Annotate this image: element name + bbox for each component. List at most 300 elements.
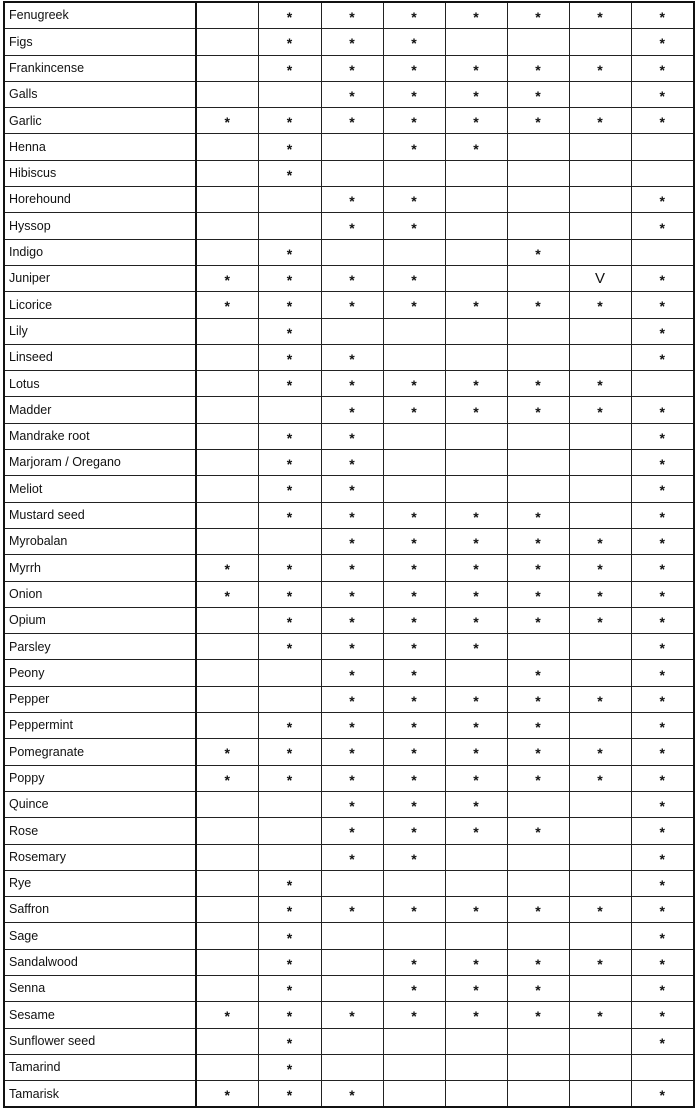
empty-cell	[321, 1054, 383, 1080]
asterisk-mark-cell: *	[445, 686, 507, 712]
table-row	[4, 476, 694, 502]
asterisk-mark-cell: *	[569, 897, 631, 923]
empty-cell	[196, 2, 258, 29]
asterisk-mark-cell: *	[383, 765, 445, 791]
table-row	[4, 292, 694, 318]
empty-cell	[258, 844, 321, 870]
asterisk-mark-cell: *	[258, 476, 321, 502]
asterisk-mark-cell: *	[507, 765, 569, 791]
asterisk-mark-cell: *	[569, 528, 631, 554]
asterisk-mark-cell: *	[321, 555, 383, 581]
asterisk-mark-cell: *	[631, 975, 694, 1001]
herb-name-cell: Fenugreek	[4, 2, 196, 29]
asterisk-mark-cell: *	[321, 55, 383, 81]
asterisk-mark-cell: *	[631, 844, 694, 870]
empty-cell	[507, 450, 569, 476]
empty-cell	[258, 818, 321, 844]
asterisk-mark-cell: *	[507, 739, 569, 765]
asterisk-mark-cell: *	[507, 713, 569, 739]
empty-cell	[569, 450, 631, 476]
asterisk-mark-cell: *	[321, 423, 383, 449]
table-row	[4, 634, 694, 660]
asterisk-mark-cell: *	[569, 607, 631, 633]
empty-cell	[321, 923, 383, 949]
asterisk-mark-cell: *	[631, 423, 694, 449]
asterisk-mark-cell: *	[383, 949, 445, 975]
herb-name-cell: Henna	[4, 134, 196, 160]
empty-cell	[507, 187, 569, 213]
empty-cell	[569, 134, 631, 160]
empty-cell	[196, 476, 258, 502]
herb-name-cell: Peppermint	[4, 713, 196, 739]
asterisk-mark-cell: *	[321, 528, 383, 554]
asterisk-mark-cell: *	[569, 2, 631, 29]
asterisk-mark-cell: *	[445, 791, 507, 817]
empty-cell	[445, 1081, 507, 1108]
asterisk-mark-cell: *	[631, 528, 694, 554]
asterisk-mark-cell: *	[321, 686, 383, 712]
asterisk-mark-cell: *	[507, 897, 569, 923]
asterisk-mark-cell: *	[445, 949, 507, 975]
empty-cell	[569, 791, 631, 817]
asterisk-mark-cell: *	[631, 897, 694, 923]
asterisk-mark-cell: *	[631, 923, 694, 949]
asterisk-mark-cell: *	[321, 581, 383, 607]
empty-cell	[383, 1028, 445, 1054]
empty-cell	[196, 897, 258, 923]
empty-cell	[445, 265, 507, 291]
empty-cell	[196, 607, 258, 633]
empty-cell	[569, 713, 631, 739]
empty-cell	[507, 791, 569, 817]
asterisk-mark-cell: *	[383, 975, 445, 1001]
asterisk-mark-cell: *	[258, 29, 321, 55]
asterisk-mark-cell: *	[507, 239, 569, 265]
empty-cell	[631, 160, 694, 186]
asterisk-mark-cell: *	[569, 397, 631, 423]
asterisk-mark-cell: *	[383, 660, 445, 686]
table-row	[4, 371, 694, 397]
asterisk-mark-cell: *	[631, 108, 694, 134]
empty-cell	[196, 528, 258, 554]
asterisk-mark-cell: *	[631, 2, 694, 29]
herb-name-cell: Madder	[4, 397, 196, 423]
asterisk-mark-cell: *	[258, 239, 321, 265]
asterisk-mark-cell: *	[445, 55, 507, 81]
empty-cell	[569, 213, 631, 239]
empty-cell	[383, 423, 445, 449]
empty-cell	[569, 923, 631, 949]
herb-usage-table	[3, 1, 695, 1108]
asterisk-mark-cell: *	[196, 1002, 258, 1028]
asterisk-mark-cell: *	[507, 502, 569, 528]
asterisk-mark-cell: *	[321, 2, 383, 29]
asterisk-mark-cell: *	[507, 1002, 569, 1028]
herb-name-cell: Meliot	[4, 476, 196, 502]
asterisk-mark-cell: *	[383, 55, 445, 81]
asterisk-mark-cell: *	[383, 791, 445, 817]
table-row	[4, 791, 694, 817]
empty-cell	[258, 660, 321, 686]
herb-name-cell: Sandalwood	[4, 949, 196, 975]
asterisk-mark-cell: *	[631, 765, 694, 791]
empty-cell	[383, 1054, 445, 1080]
empty-cell	[569, 844, 631, 870]
herb-name-cell: Pepper	[4, 686, 196, 712]
asterisk-mark-cell: *	[507, 818, 569, 844]
asterisk-mark-cell: *	[196, 555, 258, 581]
empty-cell	[383, 318, 445, 344]
asterisk-mark-cell: *	[383, 29, 445, 55]
asterisk-mark-cell: *	[258, 265, 321, 291]
asterisk-mark-cell: *	[258, 108, 321, 134]
asterisk-mark-cell: *	[631, 187, 694, 213]
empty-cell	[445, 344, 507, 370]
empty-cell	[383, 870, 445, 896]
asterisk-mark-cell: *	[383, 108, 445, 134]
asterisk-mark-cell: *	[631, 292, 694, 318]
empty-cell	[196, 818, 258, 844]
asterisk-mark-cell: *	[321, 292, 383, 318]
asterisk-mark-cell: *	[258, 160, 321, 186]
asterisk-mark-cell: *	[383, 686, 445, 712]
asterisk-mark-cell: *	[445, 502, 507, 528]
empty-cell	[445, 423, 507, 449]
empty-cell	[258, 686, 321, 712]
empty-cell	[507, 423, 569, 449]
asterisk-mark-cell: *	[258, 897, 321, 923]
asterisk-mark-cell: *	[631, 713, 694, 739]
herb-name-cell: Horehound	[4, 187, 196, 213]
empty-cell	[321, 160, 383, 186]
asterisk-mark-cell: *	[321, 765, 383, 791]
herb-name-cell: Lotus	[4, 371, 196, 397]
asterisk-mark-cell: *	[383, 607, 445, 633]
empty-cell	[196, 870, 258, 896]
table-row	[4, 29, 694, 55]
asterisk-mark-cell: *	[321, 344, 383, 370]
asterisk-mark-cell: *	[507, 660, 569, 686]
asterisk-mark-cell: *	[258, 450, 321, 476]
asterisk-mark-cell: *	[569, 55, 631, 81]
asterisk-mark-cell: *	[196, 292, 258, 318]
asterisk-mark-cell: *	[631, 476, 694, 502]
asterisk-mark-cell: *	[383, 634, 445, 660]
asterisk-mark-cell: *	[321, 371, 383, 397]
empty-cell	[196, 923, 258, 949]
asterisk-mark-cell: *	[383, 581, 445, 607]
empty-cell	[507, 634, 569, 660]
asterisk-mark-cell: *	[321, 1081, 383, 1108]
asterisk-mark-cell: *	[196, 765, 258, 791]
herb-name-cell: Frankincense	[4, 55, 196, 81]
empty-cell	[196, 634, 258, 660]
empty-cell	[445, 213, 507, 239]
table-row	[4, 397, 694, 423]
asterisk-mark-cell: *	[258, 1054, 321, 1080]
asterisk-mark-cell: *	[258, 2, 321, 29]
empty-cell	[258, 528, 321, 554]
empty-cell	[507, 844, 569, 870]
asterisk-mark-cell: *	[383, 713, 445, 739]
asterisk-mark-cell: *	[321, 713, 383, 739]
asterisk-mark-cell: *	[258, 607, 321, 633]
empty-cell	[258, 81, 321, 107]
herb-name-cell: Poppy	[4, 765, 196, 791]
empty-cell	[196, 660, 258, 686]
asterisk-mark-cell: *	[631, 213, 694, 239]
herb-name-cell: Tamarisk	[4, 1081, 196, 1108]
empty-cell	[196, 1054, 258, 1080]
empty-cell	[569, 29, 631, 55]
empty-cell	[569, 187, 631, 213]
asterisk-mark-cell: *	[631, 1081, 694, 1108]
empty-cell	[445, 160, 507, 186]
empty-cell	[258, 791, 321, 817]
empty-cell	[321, 870, 383, 896]
asterisk-mark-cell: *	[631, 1028, 694, 1054]
empty-cell	[569, 344, 631, 370]
asterisk-mark-cell: *	[445, 81, 507, 107]
herb-name-cell: Marjoram / Oregano	[4, 450, 196, 476]
asterisk-mark-cell: *	[631, 686, 694, 712]
table-row	[4, 1002, 694, 1028]
asterisk-mark-cell: *	[507, 555, 569, 581]
herb-name-cell: Quince	[4, 791, 196, 817]
empty-cell	[569, 1054, 631, 1080]
herb-name-cell: Myrrh	[4, 555, 196, 581]
empty-cell	[383, 160, 445, 186]
asterisk-mark-cell: *	[569, 555, 631, 581]
asterisk-mark-cell: *	[196, 581, 258, 607]
empty-cell	[569, 423, 631, 449]
asterisk-mark-cell: *	[258, 1002, 321, 1028]
asterisk-mark-cell: *	[258, 949, 321, 975]
asterisk-mark-cell: *	[258, 1081, 321, 1108]
empty-cell	[631, 239, 694, 265]
table-row	[4, 2, 694, 29]
asterisk-mark-cell: *	[631, 1002, 694, 1028]
empty-cell	[196, 29, 258, 55]
asterisk-mark-cell: *	[631, 502, 694, 528]
asterisk-mark-cell: *	[445, 371, 507, 397]
asterisk-mark-cell: *	[569, 1002, 631, 1028]
asterisk-mark-cell: *	[258, 292, 321, 318]
asterisk-mark-cell: *	[631, 818, 694, 844]
herb-name-cell: Parsley	[4, 634, 196, 660]
asterisk-mark-cell: *	[383, 81, 445, 107]
empty-cell	[507, 476, 569, 502]
asterisk-mark-cell: *	[445, 897, 507, 923]
empty-cell	[196, 397, 258, 423]
asterisk-mark-cell: *	[631, 81, 694, 107]
empty-cell	[196, 423, 258, 449]
herb-name-cell: Opium	[4, 607, 196, 633]
empty-cell	[445, 29, 507, 55]
asterisk-mark-cell: *	[196, 1081, 258, 1108]
herb-name-cell: Onion	[4, 581, 196, 607]
empty-cell	[507, 870, 569, 896]
asterisk-mark-cell: *	[258, 55, 321, 81]
empty-cell	[507, 1054, 569, 1080]
asterisk-mark-cell: *	[569, 949, 631, 975]
table-row	[4, 81, 694, 107]
table-row	[4, 975, 694, 1001]
herb-name-cell: Myrobalan	[4, 528, 196, 554]
asterisk-mark-cell: *	[321, 397, 383, 423]
asterisk-mark-cell: *	[445, 607, 507, 633]
asterisk-mark-cell: *	[445, 818, 507, 844]
asterisk-mark-cell: *	[383, 818, 445, 844]
asterisk-mark-cell: *	[383, 134, 445, 160]
table-row	[4, 607, 694, 633]
herb-name-cell: Linseed	[4, 344, 196, 370]
asterisk-mark-cell: *	[258, 423, 321, 449]
table-row	[4, 581, 694, 607]
empty-cell	[569, 160, 631, 186]
empty-cell	[196, 949, 258, 975]
asterisk-mark-cell: *	[507, 397, 569, 423]
asterisk-mark-cell: *	[569, 292, 631, 318]
table-row	[4, 1081, 694, 1108]
asterisk-mark-cell: *	[258, 371, 321, 397]
empty-cell	[445, 923, 507, 949]
asterisk-mark-cell: *	[445, 713, 507, 739]
empty-cell	[196, 55, 258, 81]
herb-name-cell: Juniper	[4, 265, 196, 291]
asterisk-mark-cell: *	[631, 29, 694, 55]
empty-cell	[383, 923, 445, 949]
empty-cell	[569, 318, 631, 344]
empty-cell	[631, 134, 694, 160]
empty-cell	[445, 844, 507, 870]
asterisk-mark-cell: *	[631, 555, 694, 581]
herb-name-cell: Figs	[4, 29, 196, 55]
table-row	[4, 55, 694, 81]
empty-cell	[258, 213, 321, 239]
asterisk-mark-cell: *	[631, 870, 694, 896]
herb-name-cell: Senna	[4, 975, 196, 1001]
asterisk-mark-cell: *	[631, 607, 694, 633]
herb-name-cell: Rose	[4, 818, 196, 844]
empty-cell	[321, 239, 383, 265]
empty-cell	[321, 1028, 383, 1054]
empty-cell	[569, 81, 631, 107]
empty-cell	[507, 29, 569, 55]
asterisk-mark-cell: *	[631, 344, 694, 370]
table-row	[4, 949, 694, 975]
asterisk-mark-cell: *	[383, 187, 445, 213]
herb-name-cell: Peony	[4, 660, 196, 686]
empty-cell	[383, 450, 445, 476]
empty-cell	[196, 239, 258, 265]
empty-cell	[631, 371, 694, 397]
empty-cell	[321, 134, 383, 160]
v-mark-cell: V	[569, 265, 631, 291]
table-row	[4, 713, 694, 739]
asterisk-mark-cell: *	[258, 555, 321, 581]
table-row	[4, 450, 694, 476]
empty-cell	[569, 502, 631, 528]
asterisk-mark-cell: *	[321, 265, 383, 291]
herb-name-cell: Hyssop	[4, 213, 196, 239]
empty-cell	[507, 923, 569, 949]
empty-cell	[445, 187, 507, 213]
asterisk-mark-cell: *	[631, 949, 694, 975]
asterisk-mark-cell: *	[445, 1002, 507, 1028]
empty-cell	[196, 187, 258, 213]
asterisk-mark-cell: *	[258, 318, 321, 344]
asterisk-mark-cell: *	[569, 765, 631, 791]
table-row	[4, 818, 694, 844]
table-row	[4, 160, 694, 186]
empty-cell	[507, 1028, 569, 1054]
table-row	[4, 344, 694, 370]
asterisk-mark-cell: *	[631, 739, 694, 765]
empty-cell	[321, 949, 383, 975]
asterisk-mark-cell: *	[258, 581, 321, 607]
asterisk-mark-cell: *	[569, 108, 631, 134]
asterisk-mark-cell: *	[569, 371, 631, 397]
asterisk-mark-cell: *	[507, 108, 569, 134]
empty-cell	[569, 1081, 631, 1108]
herb-name-cell: Rye	[4, 870, 196, 896]
asterisk-mark-cell: *	[383, 555, 445, 581]
table-row	[4, 528, 694, 554]
asterisk-mark-cell: *	[321, 818, 383, 844]
herb-name-cell: Mandrake root	[4, 423, 196, 449]
asterisk-mark-cell: *	[321, 739, 383, 765]
asterisk-mark-cell: *	[321, 660, 383, 686]
empty-cell	[383, 1081, 445, 1108]
asterisk-mark-cell: *	[321, 1002, 383, 1028]
asterisk-mark-cell: *	[383, 371, 445, 397]
empty-cell	[383, 476, 445, 502]
asterisk-mark-cell: *	[445, 634, 507, 660]
table-row	[4, 318, 694, 344]
empty-cell	[321, 318, 383, 344]
empty-cell	[196, 318, 258, 344]
empty-cell	[196, 81, 258, 107]
empty-cell	[507, 160, 569, 186]
asterisk-mark-cell: *	[321, 791, 383, 817]
empty-cell	[507, 344, 569, 370]
empty-cell	[196, 213, 258, 239]
empty-cell	[196, 502, 258, 528]
asterisk-mark-cell: *	[445, 555, 507, 581]
asterisk-mark-cell: *	[383, 397, 445, 423]
asterisk-mark-cell: *	[383, 897, 445, 923]
table-row	[4, 502, 694, 528]
empty-cell	[196, 975, 258, 1001]
herb-name-cell: Garlic	[4, 108, 196, 134]
asterisk-mark-cell: *	[258, 1028, 321, 1054]
empty-cell	[569, 634, 631, 660]
asterisk-mark-cell: *	[445, 581, 507, 607]
empty-cell	[507, 134, 569, 160]
asterisk-mark-cell: *	[445, 397, 507, 423]
herb-name-cell: Indigo	[4, 239, 196, 265]
asterisk-mark-cell: *	[507, 2, 569, 29]
asterisk-mark-cell: *	[631, 55, 694, 81]
asterisk-mark-cell: *	[321, 607, 383, 633]
herb-name-cell: Rosemary	[4, 844, 196, 870]
empty-cell	[569, 476, 631, 502]
asterisk-mark-cell: *	[196, 265, 258, 291]
asterisk-mark-cell: *	[196, 739, 258, 765]
empty-cell	[383, 239, 445, 265]
asterisk-mark-cell: *	[258, 344, 321, 370]
